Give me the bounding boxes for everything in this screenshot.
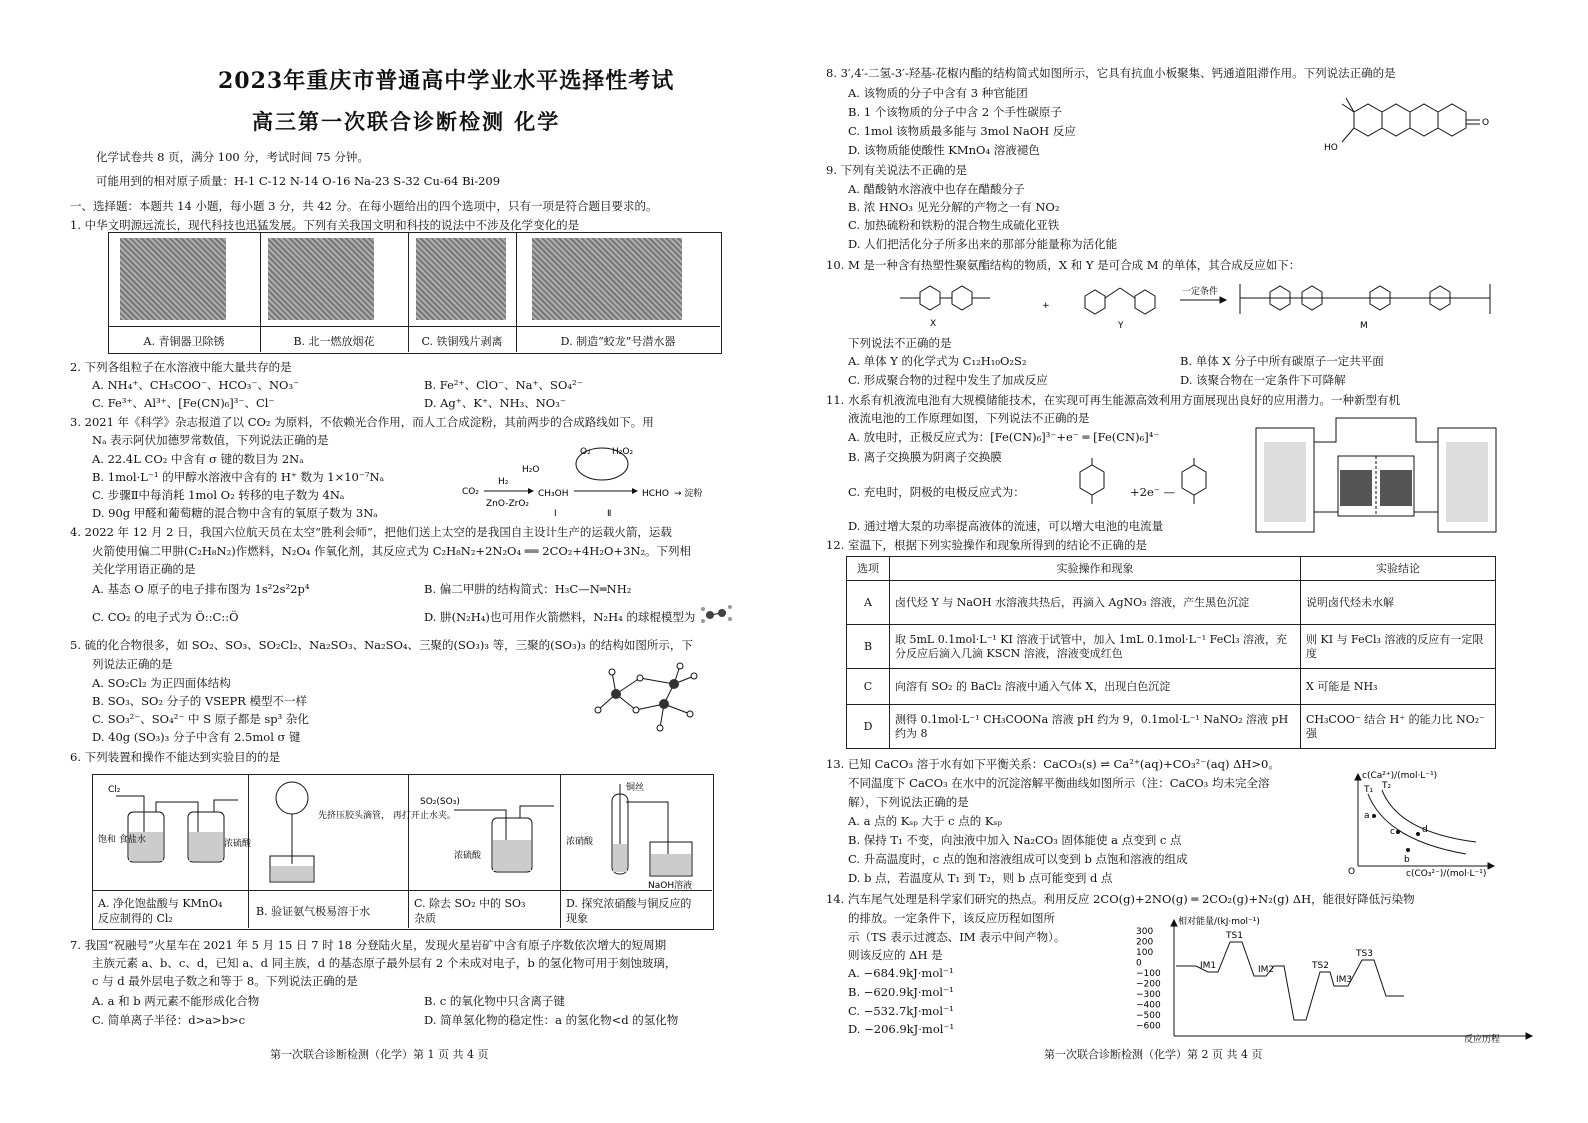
q12-header-option: 选项 — [847, 557, 890, 581]
q10-polymerization-scheme — [890, 278, 1520, 332]
q7-option-a: A. a 和 b 两元素不能形成化合物 — [92, 994, 260, 1008]
svg-text:+: + — [1042, 301, 1050, 311]
q6-label-brine: 饱和 食盐水 — [98, 835, 146, 845]
q3-option-b: B. 1mol·L⁻¹ 的甲醇水溶液中含有的 H⁺ 数为 1×10⁻⁷Nₐ — [92, 470, 385, 484]
q14-y-tick-label: −300 — [1136, 990, 1161, 1000]
q11-option-c-equation: +2e⁻ — — [1130, 485, 1175, 499]
q12-row-a-operation: 卤代烃 Y 与 NaOH 水溶液共热后，再滴入 AgNO₃ 溶液，产生黑色沉淀 — [890, 581, 1301, 625]
q6-label-cu-wire: 铜丝 — [626, 783, 645, 793]
q12-row-c-option: C — [847, 669, 890, 705]
q3-synthesis-route — [462, 436, 722, 520]
q14-option-a: A. −684.9kJ·mol⁻¹ — [848, 966, 954, 980]
q6-option-b: B. 验证氨气极易溶于水 — [256, 905, 371, 918]
q3-label-co2: CO₂ — [462, 487, 479, 497]
question-14-line1: 14. 汽车尾气处理是科学家们研究的热点。利用反应 2CO(g)+2NO(g) ═ 2CO₂(g)+N₂(g) ΔH，能很好降低污染物 — [826, 892, 1415, 906]
q6-label-hno3: 浓硝酸 — [566, 837, 594, 847]
table-row — [847, 581, 1496, 625]
q12-row-c-operation: 向溶有 SO₂ 的 BaCl₂ 溶液中通入气体 X，出现白色沉淀 — [890, 669, 1301, 705]
question-12: 12. 室温下，根据下列实验操作和现象所得到的结论不正确的是 — [826, 538, 1147, 552]
q13-label-t1: T₁ — [1364, 785, 1374, 795]
question-2: 2. 下列各组粒子在水溶液中能大量共存的是 — [70, 360, 292, 374]
q14-y-tick-label: 100 — [1136, 948, 1154, 958]
q14-y-tick-label: −200 — [1136, 979, 1161, 990]
question-7-line3: c 与 d 最外层电子数之和等于 8。下列说法正确的是 — [92, 974, 358, 988]
q6-label-so2: SO₂(SO₃) — [420, 797, 460, 807]
q5-option-b: B. SO₃、SO₂ 分子的 VSEPR 模型不一样 — [92, 694, 308, 708]
q3-option-c: C. 步骤Ⅱ中每消耗 1mol O₂ 转移的电子数为 4Nₐ — [92, 488, 345, 502]
q9-option-b: B. 浓 HNO₃ 见光分解的产物之一有 NO₂ — [848, 200, 1060, 214]
svg-text:HCHO: HCHO — [642, 489, 669, 499]
q14-label-im1: IM1 — [1200, 961, 1217, 971]
q8-option-a: A. 该物质的分子中含有 3 种官能团 — [848, 86, 1028, 100]
q3-label-h2o2: H₂O₂ — [612, 447, 634, 457]
q11-flow-battery-diagram — [1254, 412, 1498, 534]
q14-label-ts1: TS1 — [1226, 931, 1243, 941]
question-11-line1: 11. 水系有机液流电池有大规模储能技术，在实现可再生能源高效利用方面展现出良好的应用潜力。一种新型有机 — [826, 393, 1400, 407]
q10-label-m: M — [1360, 321, 1368, 331]
q12-header-conclusion: 实验结论 — [1301, 557, 1496, 581]
q4-option-d: D. 肼(N₂H₄)也可用作火箭燃料，N₂H₄ 的球棍模型为 — [424, 610, 696, 624]
q12-row-d-conclusion: CH₃COO⁻ 结合 H⁺ 的能力比 NO₂⁻ 强 — [1301, 705, 1496, 749]
q6-caption-divider — [92, 890, 712, 891]
question-3-line2: Nₐ 表示阿伏加德罗常数值，下列说法正确的是 — [92, 433, 329, 447]
q12-row-b-operation: 取 5mL 0.1mol·L⁻¹ KI 溶液于试管中，加入 1mL 0.1mol·L⁻¹ FeCl₃ 溶液，充分反应后滴入几滴 KSCN 溶液，溶液变成红色 — [890, 625, 1301, 669]
q13-option-a: A. a 点的 Kₛₚ 大于 c 点的 Kₛₚ — [848, 814, 1002, 828]
q13-axis-y: c(Ca²⁺)/(mol·L⁻¹) — [1362, 771, 1438, 781]
q13-label-t2: T₂ — [1382, 781, 1392, 791]
q13-label-d: d — [1422, 825, 1428, 835]
table-row — [847, 625, 1496, 669]
question-11-line2: 液流电池的工作原理如图，下列说法不正确的是 — [848, 411, 1090, 425]
q8-option-b: B. 1 个该物质的分子中含 2 个手性碳原子 — [848, 105, 1062, 119]
q14-y-tick-label: −400 — [1136, 1000, 1161, 1011]
q12-experiment-table — [846, 556, 1496, 749]
q3-label-h2o: H₂O — [522, 465, 540, 475]
table-row — [847, 669, 1496, 705]
q13-option-d: D. b 点，若温度从 T₁ 到 T₂，则 b 点可能变到 d 点 — [848, 871, 1113, 885]
question-3-line1: 3. 2021 年《科学》杂志报道了以 CO₂ 为原料，不依赖光合作用，而人工合成淀粉，其前两步的合成路线如下。用 — [70, 415, 654, 429]
svg-text:CH₃OH: CH₃OH — [538, 489, 569, 499]
q2-option-b: B. Fe²⁺、ClO⁻、Na⁺、SO₄²⁻ — [424, 378, 583, 392]
question-13-line3: 解），下列说法正确的是 — [848, 795, 969, 809]
q13-axis-x: c(CO₃²⁻)/(mol·L⁻¹) — [1406, 869, 1487, 879]
q7-option-b: B. c 的氧化物中只含离子键 — [424, 994, 565, 1008]
exam-subtitle: 高三第一次联合诊断检测 化学 — [252, 109, 561, 134]
question-1: 1. 中华文明源远流长，现代科技也迅猛发展。下列有关我国文明和科技的说法中不涉及化学变化的是 — [70, 218, 580, 232]
q4-option-b: B. 偏二甲肼的结构简式：H₃C—N═NH₂ — [424, 582, 632, 596]
q3-label-h2: H₂ — [498, 477, 509, 487]
q14-label-ts3: TS3 — [1356, 949, 1373, 959]
question-14-line3: 示（TS 表示过渡态、IM 表示中间产物）。 — [848, 930, 1066, 944]
q1-option-c: C. 铁铜残片剥离 — [421, 335, 503, 348]
q1-option-b: B. 北一燃放烟花 — [293, 335, 375, 348]
atomic-masses: 可能用到的相对原子质量：H-1 C-12 N-14 O-16 Na-23 S-32 Cu-64 Bi-209 — [96, 174, 501, 188]
q14-y-ticks — [1136, 927, 1161, 1032]
q6-label-h2so4-a: 浓硫酸 — [224, 839, 252, 849]
q12-row-c-conclusion: X 可能是 NH₃ — [1301, 669, 1496, 705]
q13-label-origin: O — [1348, 867, 1356, 877]
q10-option-c: C. 形成聚合物的过程中发生了加成反应 — [848, 373, 1048, 387]
q8-label-ho: HO — [1324, 143, 1338, 153]
q6-option-c: C. 除去 SO₂ 中的 SO₃ 杂质 — [414, 897, 526, 925]
question-6: 6. 下列装置和操作不能达到实验目的的是 — [70, 750, 281, 764]
q14-y-tick-label: −500 — [1136, 1011, 1161, 1021]
q10-option-a: A. 单体 Y 的化学式为 C₁₂H₁₀O₂S₂ — [848, 354, 1027, 368]
q4-option-c: C. CO₂ 的电子式为 Ö::C::Ö — [92, 610, 239, 624]
q5-option-c: C. SO₃²⁻、SO₄²⁻ 中 S 原子都是 sp³ 杂化 — [92, 712, 309, 726]
q6-c-washing-bottle — [414, 782, 558, 886]
q14-y-tick-label: −100 — [1136, 969, 1161, 979]
page-2 — [794, 0, 1588, 1123]
q13-solubility-curve — [1346, 770, 1496, 879]
q3-label-step1: Ⅰ — [554, 509, 557, 519]
q3-label-starch: → 淀粉 — [674, 489, 703, 499]
q1-option-a: A. 青铜器卫除锈 — [143, 335, 225, 348]
q3-option-a: A. 22.4L CO₂ 中含有 σ 键的数目为 2Nₐ — [92, 452, 304, 466]
question-14-line4: 则该反应的 ΔH 是 — [848, 948, 943, 962]
q2-option-c: C. Fe³⁺、Al³⁺、[Fe(CN)₆]³⁻、Cl⁻ — [92, 396, 275, 410]
q8-option-c: C. 1mol 该物质最多能与 3mol NaOH 反应 — [848, 124, 1076, 138]
q10-option-d: D. 该聚合物在一定条件下可降解 — [1180, 373, 1346, 387]
q1-photo-fireworks — [268, 238, 374, 320]
q9-option-c: C. 加热硫粉和铁粉的混合物生成硫化亚铁 — [848, 218, 1060, 232]
q14-y-tick-label: 300 — [1136, 927, 1154, 937]
q12-row-b-conclusion: 则 KI 与 FeCl₃ 溶液的反应有一定限度 — [1301, 625, 1496, 669]
question-14-line2: 的排放。一定条件下，该反应历程如图所 — [848, 911, 1055, 925]
q5-so3-trimer-structure — [590, 664, 710, 740]
q5-option-d: D. 40g (SO₃)₃ 分子中含有 2.5mol σ 键 — [92, 730, 301, 744]
question-8: 8. 3′,4′-二氢-3′-羟基-花椒内酯的结构简式如图所示，它具有抗血小板聚集、钙通道阻滞作用。下列说法正确的是 — [826, 66, 1396, 80]
q2-option-a: A. NH₄⁺、CH₃COO⁻、HCO₃⁻、NO₃⁻ — [92, 378, 300, 392]
q1-caption-divider — [108, 326, 720, 327]
question-10: 10. M 是一种含有热塑性聚氨酯结构的物质，X 和 Y 是可合成 M 的单体，其合成反应如下： — [826, 258, 1301, 272]
q7-option-c: C. 简单离子半径：d>a>b>c — [92, 1013, 246, 1027]
q1-photo-silk — [416, 238, 506, 320]
question-4-line1: 4. 2022 年 12 月 2 日，我国六位航天员在太空“胜利会师”，把他们送上太空的是我国自主设计生产的运载火箭，运载 — [70, 525, 672, 539]
q13-option-b: B. 保持 T₁ 不变，向浊液中加入 Na₂CO₃ 固体能使 a 点变到 c 点 — [848, 833, 1182, 847]
q12-row-a-option: A — [847, 581, 890, 625]
question-4-line3: 关化学用语正确的是 — [92, 562, 196, 576]
question-5-line2: 列说法正确的是 — [92, 657, 173, 671]
q13-label-b: b — [1404, 855, 1410, 865]
exam-title: 2023年重庆市普通高中学业水平选择性考试 — [218, 68, 675, 94]
q14-energy-profile — [1134, 916, 1534, 1045]
q6-a-gas-washing-bottles — [98, 782, 252, 886]
q11-option-a: A. 放电时，正极反应式为：[Fe(CN)₆]³⁻+e⁻ ═ [Fe(CN)₆]⁴⁻ — [848, 430, 1160, 444]
question-7-line1: 7. 我国“祝融号”火星车在 2021 年 5 月 15 日 7 时 18 分登陆火星，发现火星岩矿中含有原子序数依次增大的短周期 — [70, 938, 667, 952]
q14-y-tick-label: 200 — [1136, 937, 1154, 948]
q2-option-d: D. Ag⁺、K⁺、NH₃、NO₃⁻ — [424, 396, 566, 410]
q12-row-b-option: B — [847, 625, 890, 669]
q1-option-d: D. 制造“蛟龙”号潜水器 — [560, 335, 676, 348]
page-2-footer: 第一次联合诊断检测（化学）第 2 页 共 4 页 — [1044, 1048, 1263, 1061]
question-5-line1: 5. 硫的化合物很多，如 SO₂、SO₃、SO₂Cl₂、Na₂SO₃、Na₂SO₄、三聚的(SO₃)₃ 等，三聚的(SO₃)₃ 的结构如图所示，下 — [70, 638, 693, 652]
q6-label-instruction: 先挤压胶头滴管， 再打开止水夹。 — [318, 811, 456, 821]
q6-label-naoh: NaOH溶液 — [648, 881, 693, 891]
q11-option-c: C. 充电时，阴极的电极反应式为： — [848, 485, 1025, 499]
q13-option-c: C. 升高温度时，c 点的饱和溶液组成可以变到 b 点饱和溶液的组成 — [848, 852, 1188, 866]
question-9: 9. 下列有关说法不正确的是 — [826, 163, 968, 177]
q1-photo-submarine — [532, 238, 682, 320]
q13-label-c: c — [1390, 827, 1395, 837]
q3-label-step2: Ⅱ — [607, 509, 612, 519]
q14-y-tick-label: −600 — [1136, 1021, 1161, 1032]
q11-option-d: D. 通过增大泵的功率提高液体的流速，可以增大电池的电流量 — [848, 519, 1164, 533]
q10-option-b: B. 单体 X 分子中所有碳原子一定共平面 — [1180, 354, 1384, 368]
q14-option-c: C. −532.7kJ·mol⁻¹ — [848, 1004, 954, 1018]
q9-option-d: D. 人们把活化分子所多出来的那部分能量称为活化能 — [848, 237, 1118, 251]
q4-option-a: A. 基态 O 原子的电子排布图为 1s²2s²2p⁴ — [92, 582, 310, 596]
q8-coumarin-structure — [1324, 90, 1504, 156]
q6-option-a: A. 净化饱盐酸与 KMnO₄ 反应制得的 Cl₂ — [98, 897, 223, 925]
table-row — [847, 705, 1496, 749]
q5-option-a: A. SO₂Cl₂ 为正四面体结构 — [92, 676, 231, 690]
q6-label-cl2: Cl₂ — [108, 785, 121, 795]
q13-label-a: a — [1364, 811, 1370, 821]
q10-label-y: Y — [1118, 321, 1124, 331]
q12-row-d-operation: 测得 0.1mol·L⁻¹ CH₃COONa 溶液 pH 约为 9，0.1mol·L⁻¹ NaNO₂ 溶液 pH 约为 8 — [890, 705, 1301, 749]
q10-label-x: X — [930, 319, 937, 329]
q14-label-ts2: TS2 — [1312, 961, 1329, 971]
q1-photo-bronze — [120, 238, 226, 320]
q14-y-tick-label: 0 — [1136, 958, 1142, 969]
q12-row-d-option: D — [847, 705, 890, 749]
q14-label-im3: IM3 — [1336, 975, 1353, 985]
q14-axis-x: 反应历程 — [1464, 1035, 1501, 1045]
q11-option-b: B. 离子交换膜为阴离子交换膜 — [848, 450, 1002, 464]
q6-option-d: D. 探究浓硝酸与铜反应的 现象 — [566, 897, 692, 925]
svg-text:O: O — [1482, 118, 1490, 128]
q3-option-d: D. 90g 甲醛和葡萄糖的混合物中含有的氧原子数为 3Nₐ — [92, 506, 378, 520]
q14-option-d: D. −206.9kJ·mol⁻¹ — [848, 1022, 955, 1036]
q7-option-d: D. 简单氢化物的稳定性：a 的氢化物<d 的氢化物 — [424, 1013, 679, 1027]
q14-option-b: B. −620.9kJ·mol⁻¹ — [848, 985, 954, 999]
q10-label-condition: 一定条件 — [1182, 287, 1219, 297]
q3-label-o2: O₂ — [580, 447, 591, 457]
q14-label-im2: IM2 — [1258, 965, 1275, 975]
q9-option-a: A. 醋酸钠水溶液中也存在醋酸分子 — [848, 182, 1025, 196]
page-1-footer: 第一次联合诊断检测（化学）第 1 页 共 4 页 — [270, 1048, 489, 1061]
q14-axis-y: 相对能量/(kJ·mol⁻¹) — [1178, 917, 1260, 927]
exam-info: 化学试卷共 8 页，满分 100 分，考试时间 75 分钟。 — [96, 150, 369, 164]
q12-row-a-conclusion: 说明卤代烃未水解 — [1301, 581, 1496, 625]
q6-label-h2so4-c: 浓硫酸 — [454, 851, 482, 861]
q3-label-catalyst: ZnO-ZrO₂ — [486, 499, 530, 509]
q6-d-copper-nitric-apparatus — [566, 780, 710, 891]
question-13-line1: 13. 已知 CaCO₃ 溶于水有如下平衡关系：CaCO₃(s) ⇌ Ca²⁺(aq)+CO₃²⁻(aq) ΔH>0。 — [826, 757, 1280, 771]
q12-header-operation: 实验操作和现象 — [890, 557, 1301, 581]
question-13-line2: 不同温度下 CaCO₃ 在水中的沉淀溶解平衡曲线如图所示（注：CaCO₃ 均未完全溶 — [848, 776, 1270, 790]
question-7-line2: 主族元素 a、b、c、d，已知 a、d 同主族，d 的基态原子最外层有 2 个未成对电子，b 的氢化物可用于刻蚀玻璃， — [92, 956, 677, 970]
q4-n2h4-ball-stick-model — [700, 604, 734, 624]
question-4-line2: 火箭使用偏二甲肼(C₂H₈N₂)作燃料，N₂O₄ 作氧化剂，其反应式为 C₂H₈N₂+2N₂O₄ ══ 2CO₂+4H₂O+3N₂。下列相 — [92, 544, 692, 558]
q10-intro: 下列说法不正确的是 — [848, 336, 952, 350]
q8-option-d: D. 该物质能使酸性 KMnO₄ 溶液褪色 — [848, 143, 1040, 157]
section-heading: 一、选择题：本题共 14 小题，每小题 3 分，共 42 分。在每小题给出的四个选项中，只有一项是符合题目要求的。 — [70, 199, 658, 213]
